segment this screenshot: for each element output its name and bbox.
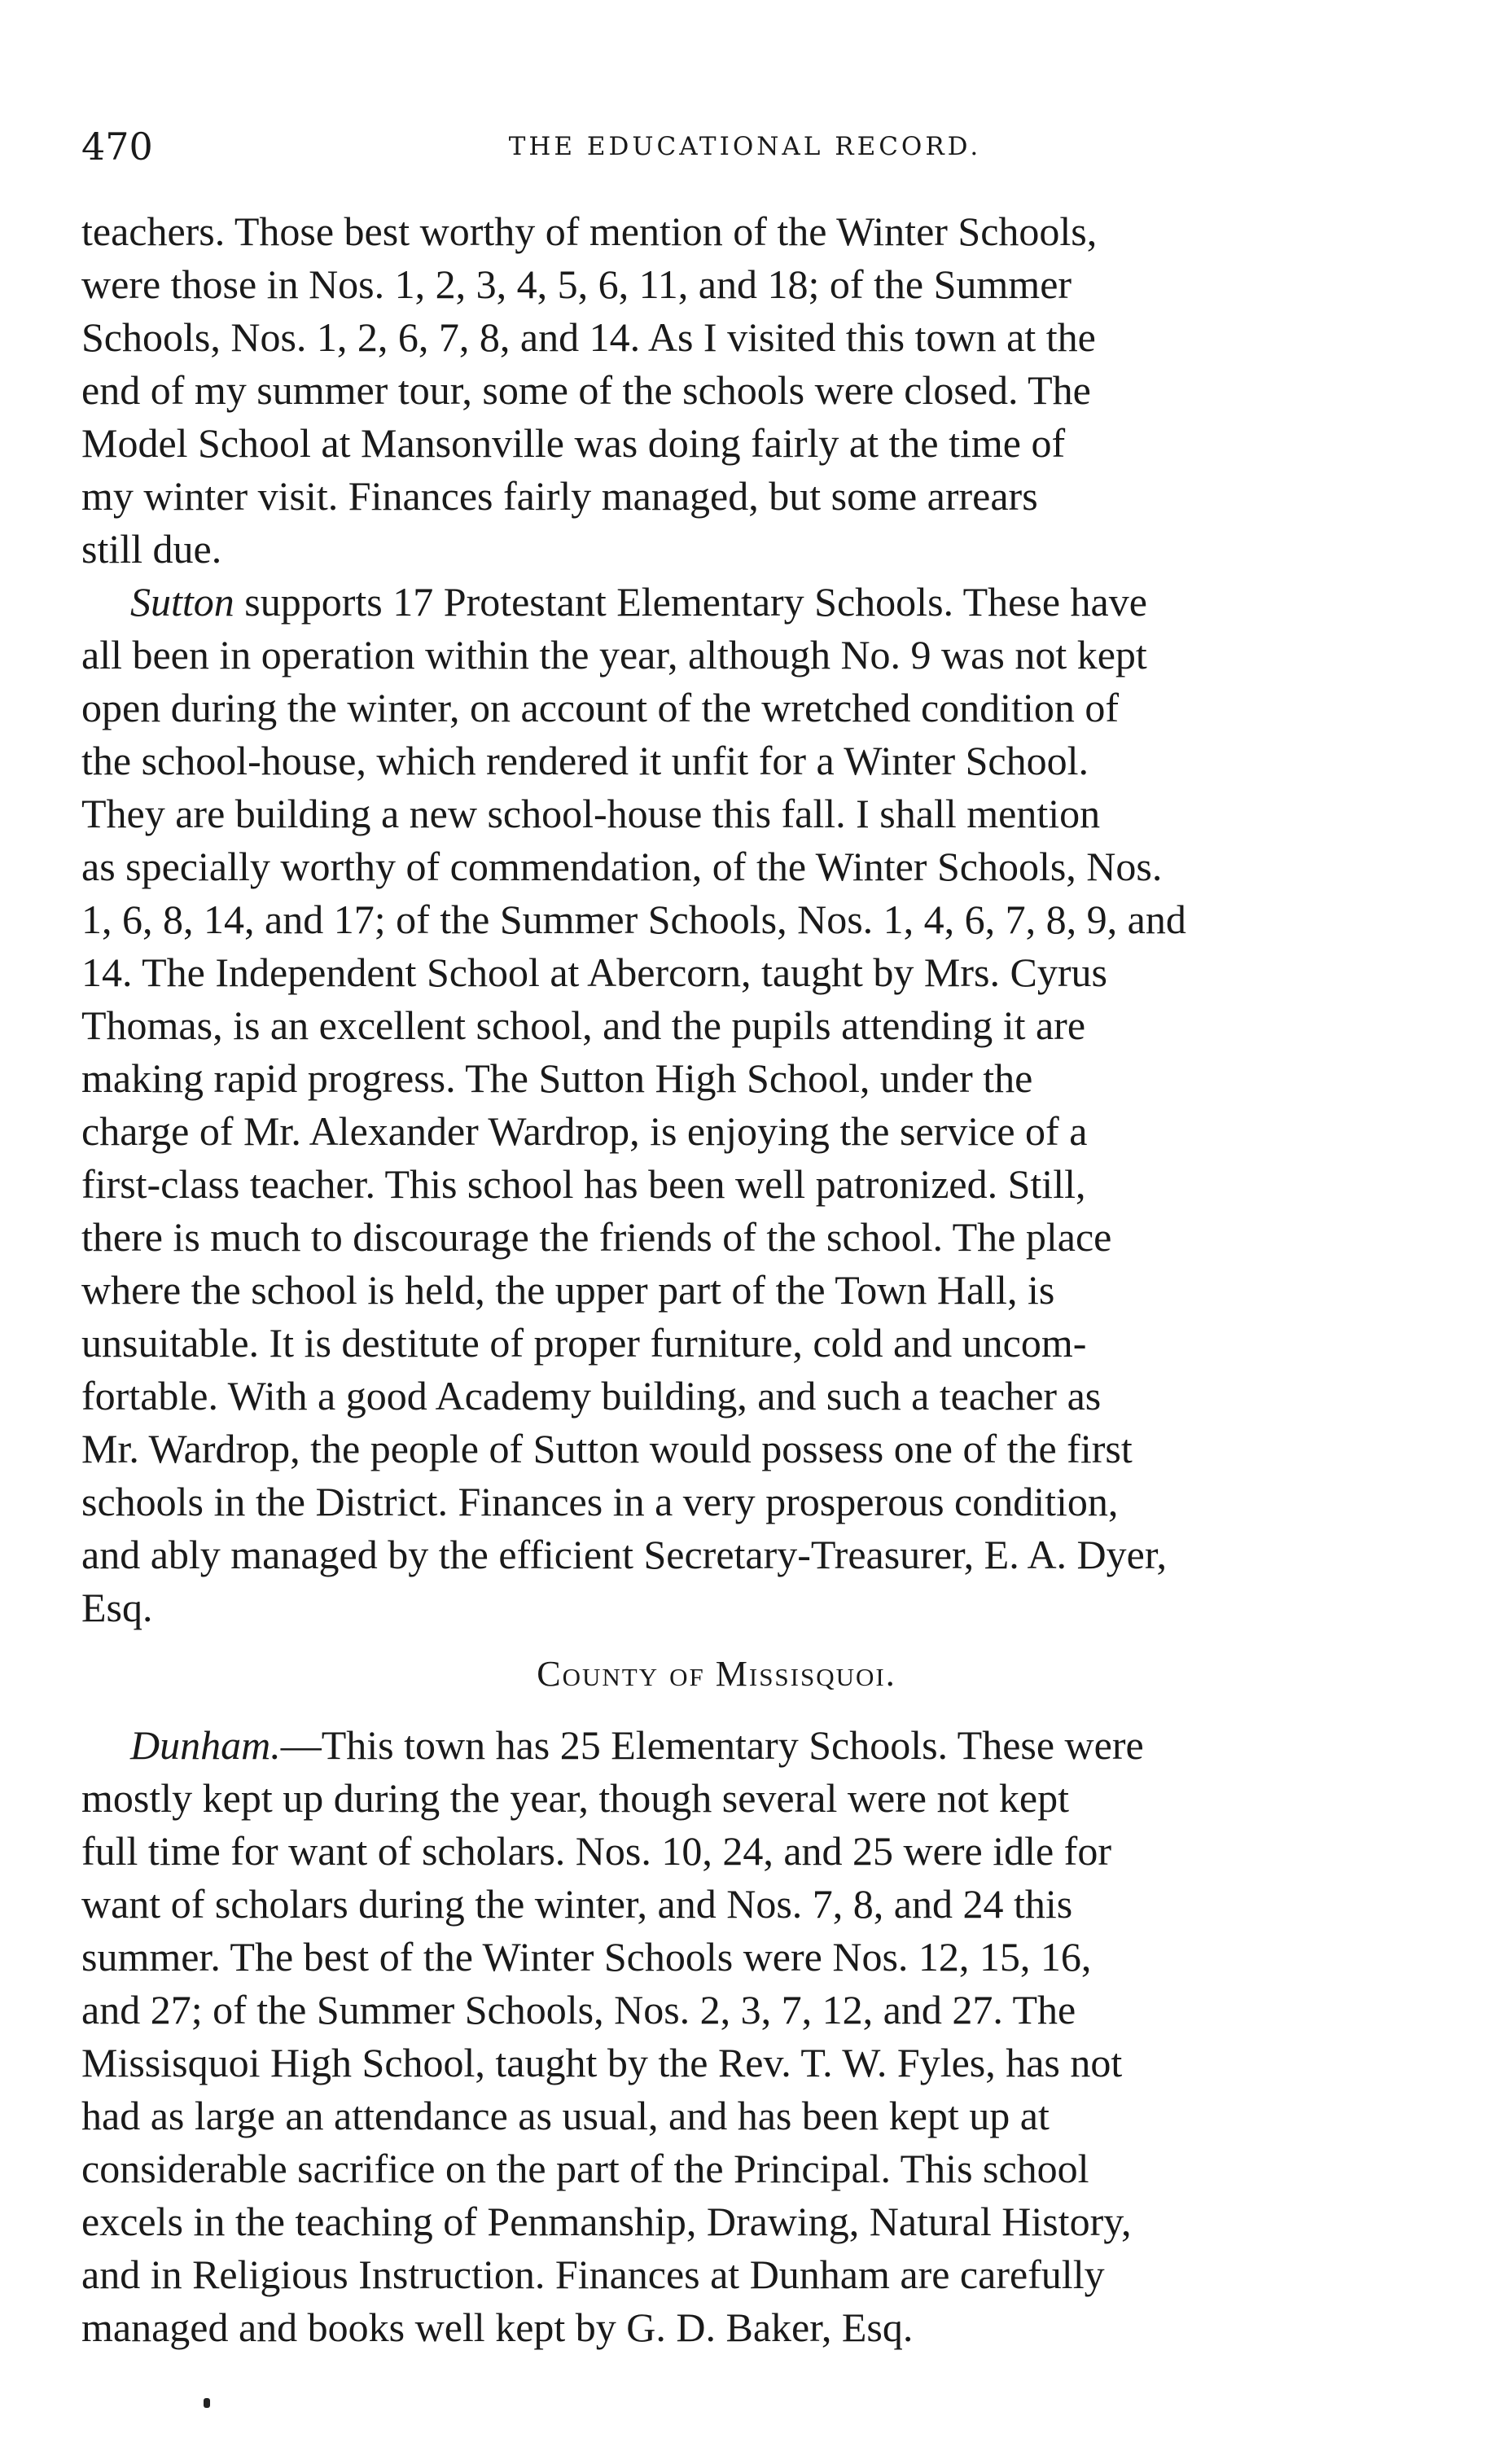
text-line: first-class teacher. This school has been well patronized. Still,	[81, 1161, 1086, 1207]
page-header	[81, 122, 1409, 171]
running-title: THE EDUCATIONAL RECORD.	[508, 132, 982, 161]
text-line: all been in operation within the year, although No. 9 was not kept	[81, 632, 1147, 677]
text-run: —This town has 25 Elementary Schools. These were	[280, 1722, 1144, 1768]
paragraph-dunham	[81, 1719, 1352, 2354]
text-line: and ably managed by the efficient Secretary-Treasurer, E. A. Dyer,	[81, 1532, 1168, 1577]
page-body	[81, 205, 1352, 2354]
text-line: Missisquoi High School, taught by the Rev. T. W. Fyles, has not	[81, 2040, 1123, 2085]
text-line: still due.	[81, 526, 222, 572]
text-line: and 27; of the Summer Schools, Nos. 2, 3, 7, 12, and 27. The	[81, 1987, 1076, 2032]
text-line: mostly kept up during the year, though several were not kept	[81, 1775, 1069, 1821]
text-line: there is much to discourage the friends of the school. The place	[81, 1214, 1112, 1260]
text-line: the school-house, which rendered it unfit for a Winter School.	[81, 738, 1089, 783]
paragraph-first-line	[81, 576, 1352, 629]
page-number: 470	[81, 125, 153, 169]
paragraph-sutton	[81, 576, 1352, 1634]
text-line: full time for want of scholars. Nos. 10, 24, and 25 were idle for	[81, 1828, 1111, 1874]
text-line: schools in the District. Finances in a very prosperous condition,	[81, 1479, 1119, 1524]
ink-speck	[204, 2398, 210, 2408]
text-line: Mr. Wardrop, the people of Sutton would possess one of the first	[81, 1426, 1133, 1471]
text-line: 1, 6, 8, 14, and 17; of the Summer Schools, Nos. 1, 4, 6, 7, 8, 9, and	[81, 897, 1186, 942]
text-line: charge of Mr. Alexander Wardrop, is enjoying the service of a	[81, 1108, 1088, 1154]
text-line: open during the winter, on account of the wretched condition of	[81, 685, 1119, 730]
text-line: as specially worthy of commendation, of the Winter Schools, Nos.	[81, 844, 1163, 889]
text-line: making rapid progress. The Sutton High School, under the	[81, 1055, 1033, 1101]
text-line: fortable. With a good Academy building, and such a teacher as	[81, 1373, 1102, 1419]
text-line: Thomas, is an excellent school, and the pupils attending it are	[81, 1002, 1086, 1048]
text-line: end of my summer tour, some of the schools were closed. The	[81, 367, 1091, 413]
text-line: considerable sacrifice on the part of the Principal. This school	[81, 2146, 1089, 2191]
place-name-sutton: Sutton	[130, 579, 234, 625]
text-line: had as large an attendance as usual, and has been kept up at	[81, 2093, 1050, 2138]
paragraph-continuation	[81, 205, 1352, 576]
text-line: Model School at Mansonville was doing fairly at the time of	[81, 420, 1066, 466]
text-run: supports 17 Protestant Elementary Schools. These have	[234, 579, 1147, 625]
text-line: my winter visit. Finances fairly managed, but some arrears	[81, 473, 1038, 519]
text-line: and in Religious Instruction. Finances at Dunham are carefully	[81, 2252, 1105, 2297]
text-line: Esq.	[81, 1585, 153, 1630]
text-line: unsuitable. It is destitute of proper furniture, cold and uncom-	[81, 1320, 1087, 1366]
text-line: excels in the teaching of Penmanship, Drawing, Natural History,	[81, 2199, 1132, 2244]
text-line: Schools, Nos. 1, 2, 6, 7, 8, and 14. As I visited this town at the	[81, 314, 1096, 360]
paragraph-first-line	[81, 1719, 1352, 1772]
text-line: managed and books well kept by G. D. Baker, Esq.	[81, 2304, 914, 2350]
text-line: want of scholars during the winter, and Nos. 7, 8, and 24 this	[81, 1881, 1073, 1927]
text-line: They are building a new school-house this fall. I shall mention	[81, 791, 1101, 836]
text-line: teachers. Those best worthy of mention of the Winter Schools,	[81, 208, 1098, 254]
text-line: were those in Nos. 1, 2, 3, 4, 5, 6, 11, and 18; of the Summer	[81, 261, 1072, 307]
text-line: summer. The best of the Winter Schools were Nos. 12, 15, 16,	[81, 1934, 1092, 1980]
text-line: 14. The Independent School at Abercorn, taught by Mrs. Cyrus	[81, 949, 1107, 995]
place-name-dunham: Dunham.	[130, 1722, 281, 1768]
section-heading: County of Missisquoi.	[537, 1654, 896, 1694]
text-line: where the school is held, the upper part of the Town Hall, is	[81, 1267, 1055, 1313]
